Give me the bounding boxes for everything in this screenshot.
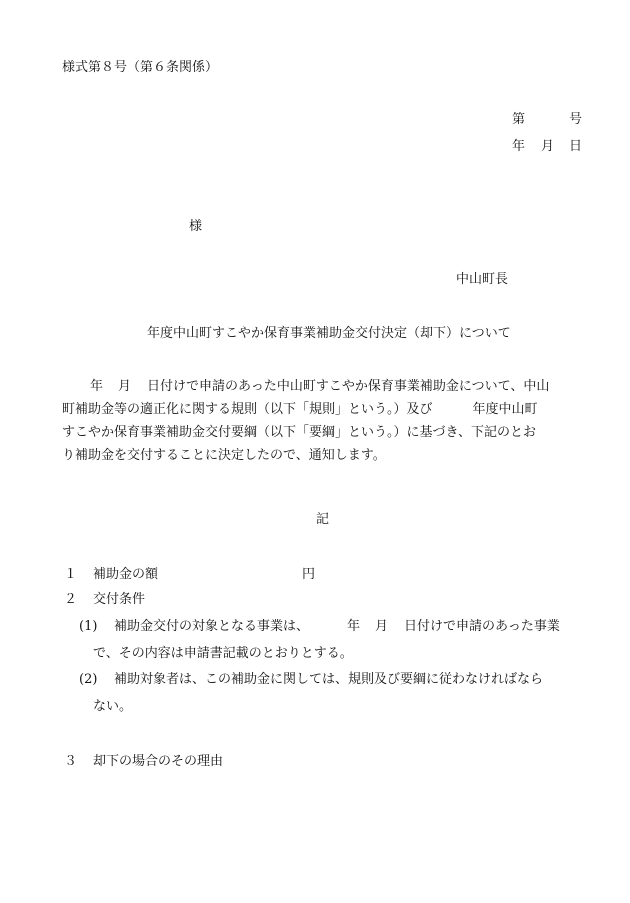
document-number-suffix: 号 [569, 112, 583, 127]
item-3-number: ３ [64, 754, 78, 769]
date-day: 日 [569, 139, 583, 154]
body-line-2: 町補助金等の適正化に関する規則（以下「規則」という。）及び 年度中山町 [62, 402, 538, 417]
condition-1-line-1: 補助金交付の対象となる事業は、 年 月 日付けで申請のあった事業 [114, 619, 560, 634]
document-number-prefix: 第 [512, 112, 526, 127]
body-line-1: 年 月 日付けで申請のあった中山町すこやか保育事業補助金について、中山 [90, 379, 550, 394]
item-2-number: ２ [64, 592, 78, 607]
body-paragraph [62, 375, 582, 467]
issuer-name: 中山町長 [456, 272, 509, 287]
condition-2-number: (2) [79, 672, 98, 687]
form-label: 様式第８号（第６条関係） [62, 60, 219, 75]
item-1-label: 補助金の額 [93, 567, 159, 582]
body-line-4: り補助金を交付することに決定したので、通知します。 [62, 448, 386, 463]
condition-2-line-2: ない。 [93, 699, 133, 714]
document-title: 年度中山町すこやか保育事業補助金交付決定（却下）について [147, 326, 511, 341]
item-2-label: 交付条件 [93, 592, 146, 607]
date-year: 年 [512, 139, 526, 154]
condition-1-number: (1) [79, 619, 98, 634]
item-3-label: 却下の場合のその理由 [93, 754, 224, 769]
condition-1-line-2: で、その内容は申請書記載のとおりとする。 [93, 646, 353, 661]
ki-heading: 記 [316, 512, 330, 527]
body-line-3: すこやか保育事業補助金交付要綱（以下「要綱」という。）に基づき、下記のとお [62, 425, 536, 440]
item-1-number: １ [64, 567, 78, 582]
date-month: 月 [541, 139, 555, 154]
condition-2-line-1: 補助対象者は、この補助金に関しては、規則及び要綱に従わなければなら [114, 672, 544, 687]
item-1-unit: 円 [302, 567, 316, 582]
addressee-suffix: 様 [189, 219, 203, 234]
